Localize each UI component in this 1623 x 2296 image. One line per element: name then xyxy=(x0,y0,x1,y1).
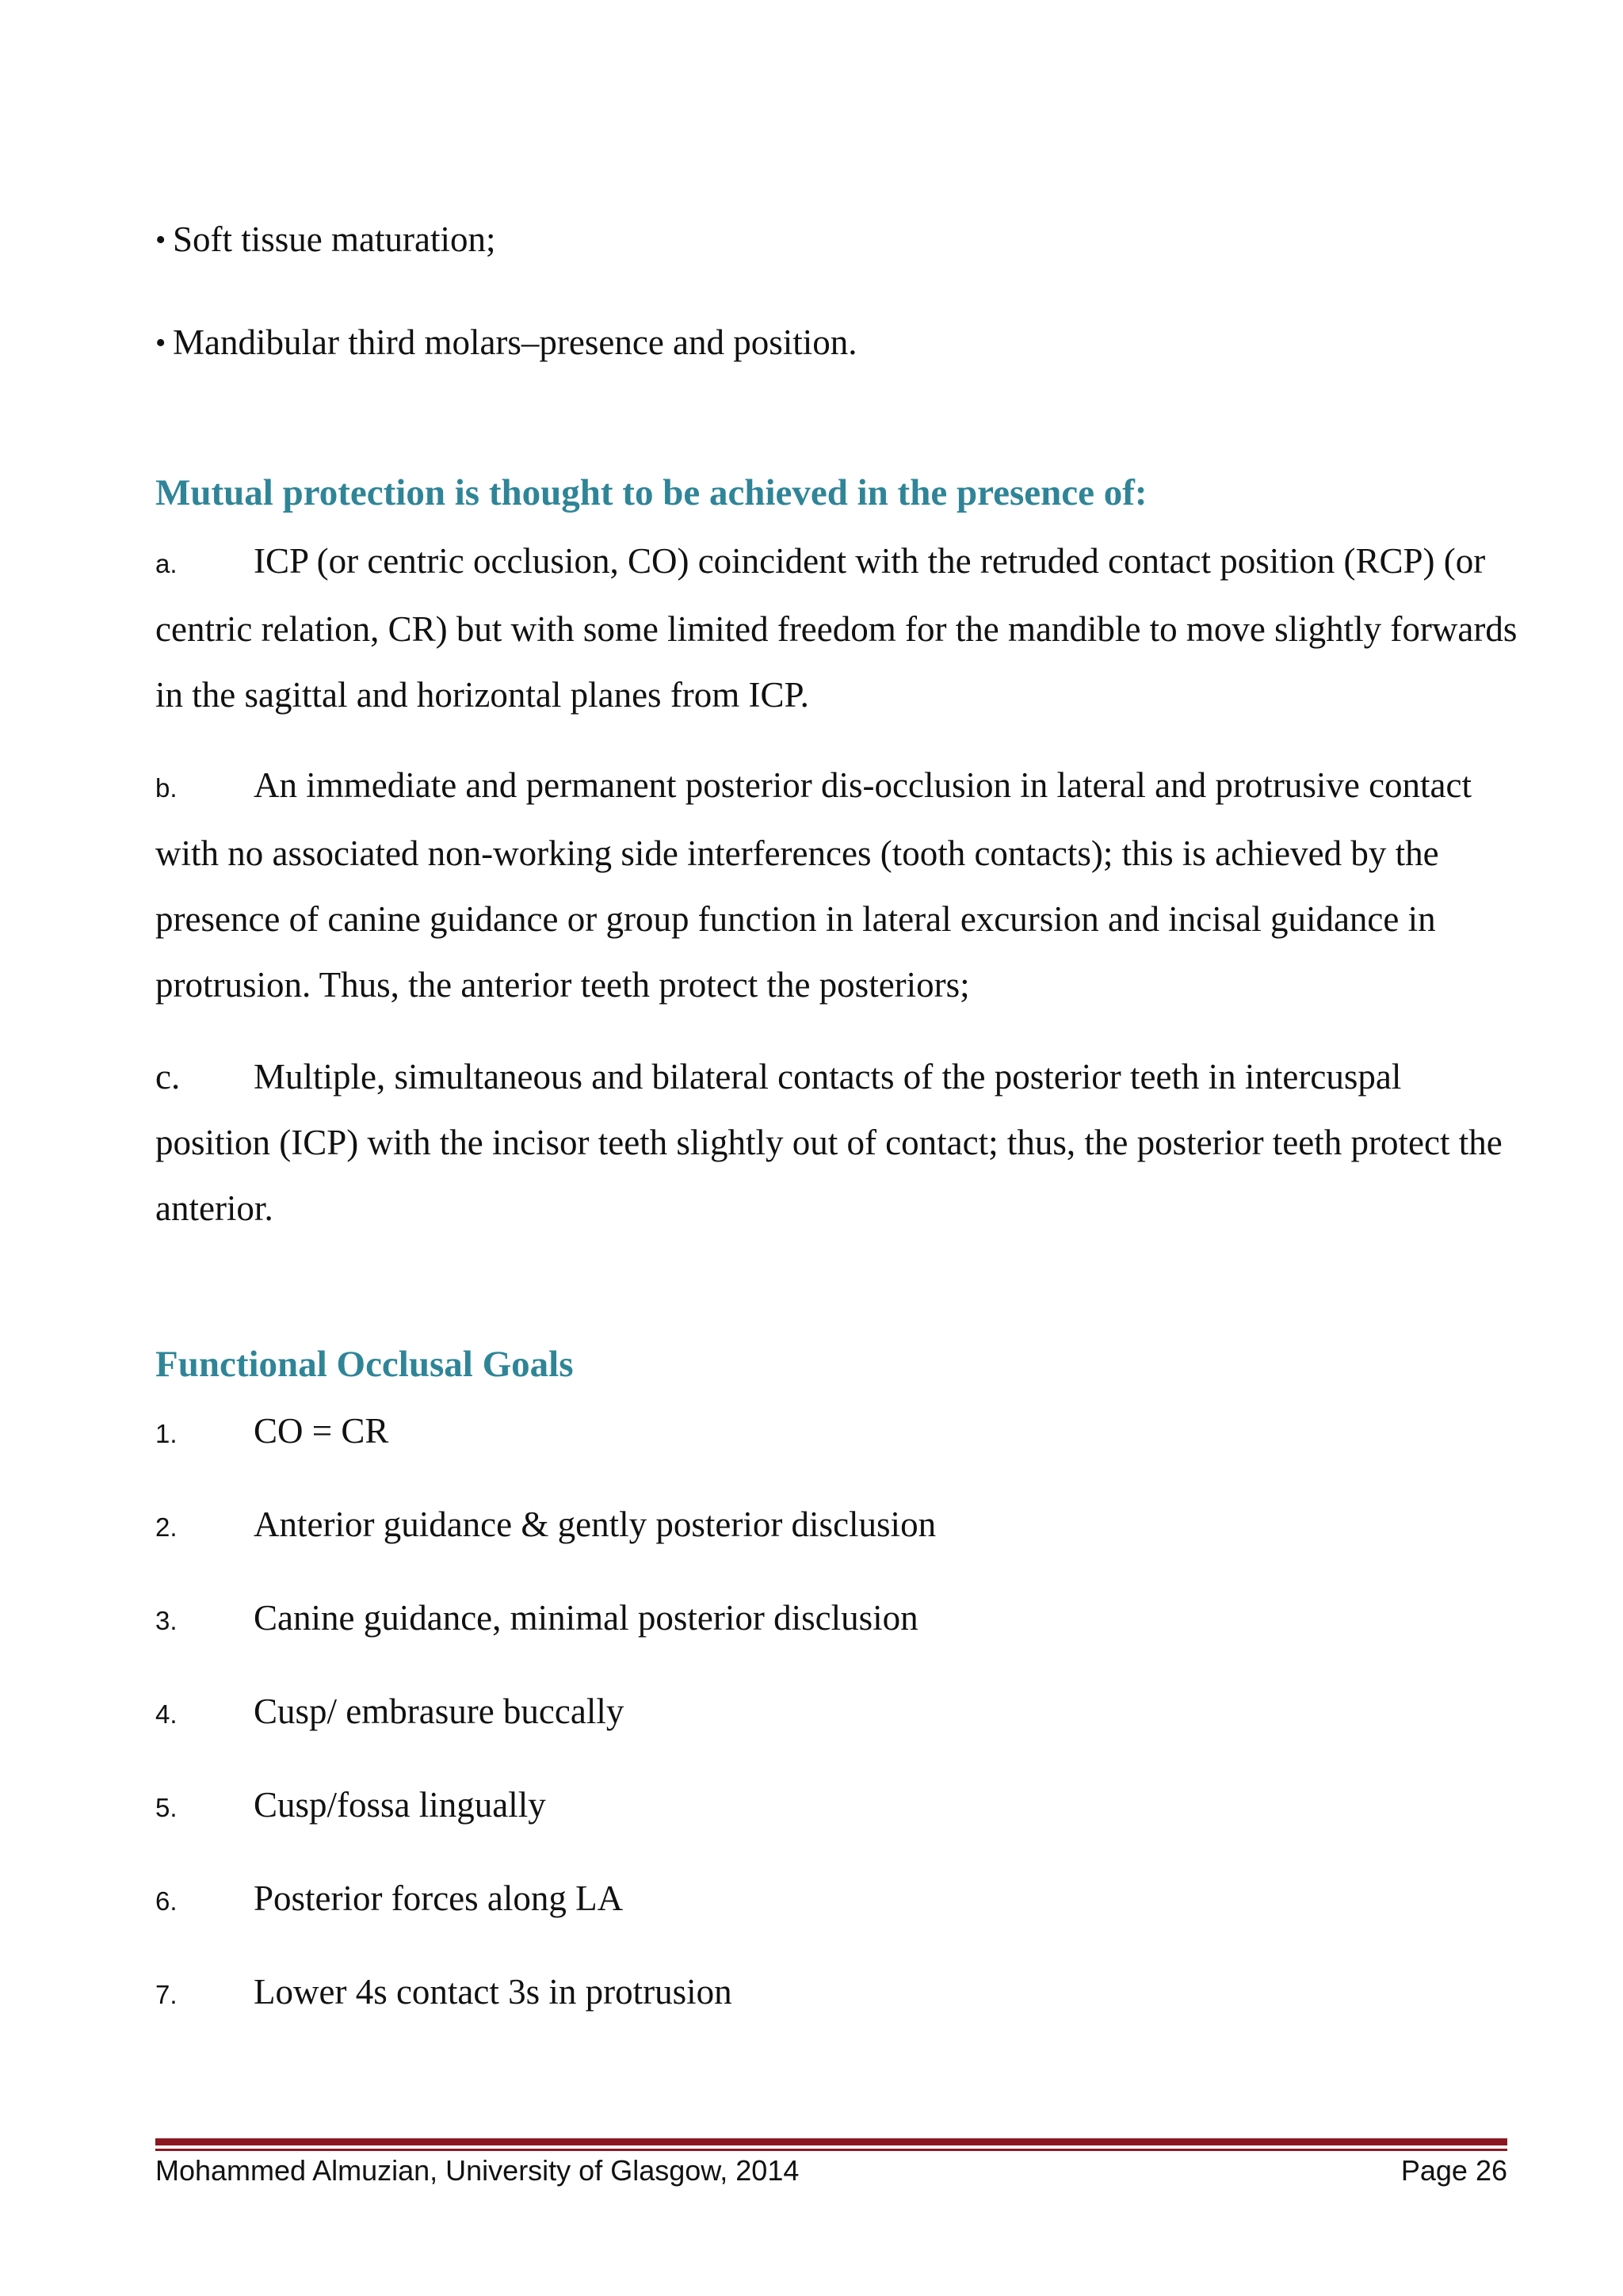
bullet-item xyxy=(155,318,857,367)
footer-rule xyxy=(155,2138,1507,2145)
item-text: Anterior guidance & gently posterior disclusion xyxy=(254,1505,937,1544)
page-number: Page 26 xyxy=(1400,2154,1507,2187)
item-text: Cusp/fossa lingually xyxy=(254,1785,546,1825)
footer-author: Mohammed Almuzian, University of Glasgow, 2014 xyxy=(155,2154,800,2187)
bullet-text: Soft tissue maturation; xyxy=(173,219,496,259)
item-number: 2. xyxy=(155,1512,178,1542)
list-item-b xyxy=(155,753,1518,1018)
goal-item xyxy=(155,1688,624,1738)
item-text: Lower 4s contact 3s in protrusion xyxy=(254,1972,732,2012)
bullet-text: Mandibular third molars–presence and position. xyxy=(173,322,857,362)
item-label: a. xyxy=(155,549,178,578)
item-text: Canine guidance, minimal posterior disclusion xyxy=(254,1598,918,1638)
item-label: b. xyxy=(155,773,178,803)
goal-item xyxy=(155,1875,623,1925)
list-item-c xyxy=(155,1044,1518,1241)
goal-item xyxy=(155,1781,546,1832)
goal-item xyxy=(155,1968,732,2019)
item-text: Cusp/ embrasure buccally xyxy=(254,1691,624,1731)
item-number: 3. xyxy=(155,1606,178,1635)
item-number: 5. xyxy=(155,1793,178,1822)
item-label: c. xyxy=(155,1057,181,1097)
item-text: CO = CR xyxy=(254,1411,389,1451)
section-heading-functional-goals: Functional Occlusal Goals xyxy=(155,1344,574,1385)
bullet-icon: • xyxy=(155,326,166,360)
section-heading-mutual-protection: Mutual protection is thought to be achieved in the presence of: xyxy=(155,472,1148,513)
item-text: ICP (or centric occlusion, CO) coincident with the retruded contact position (RCP) (or centric relation, CR) but with some limited freedom for the mandible to move slightly forwards in the sagittal and horizontal planes from ICP. xyxy=(155,541,1518,715)
item-text: Posterior forces along LA xyxy=(254,1878,624,1918)
item-number: 7. xyxy=(155,1980,178,2009)
goal-item xyxy=(155,1407,388,1458)
item-text: An immediate and permanent posterior dis-occlusion in lateral and protrusive contact with no associated non-working side interferences (tooth contacts); this is achieved by the presence of canine guidance or group function in lateral excursion and incisal guidance in protrusion. Thus, the anterior teeth protect the posteriors; xyxy=(155,765,1472,1005)
item-text: Multiple, simultaneous and bilateral contacts of the posterior teeth in intercuspal position (ICP) with the incisor teeth slightly out of contact; thus, the posterior teeth protect the anterior. xyxy=(155,1057,1503,1228)
bullet-icon: • xyxy=(155,223,166,257)
goal-item xyxy=(155,1501,936,1551)
item-number: 6. xyxy=(155,1886,178,1916)
list-item-a xyxy=(155,528,1518,728)
goal-item xyxy=(155,1594,918,1645)
item-number: 4. xyxy=(155,1699,178,1729)
footer-rule-thin xyxy=(155,2149,1507,2151)
item-number: 1. xyxy=(155,1419,178,1448)
bullet-item xyxy=(155,215,495,264)
